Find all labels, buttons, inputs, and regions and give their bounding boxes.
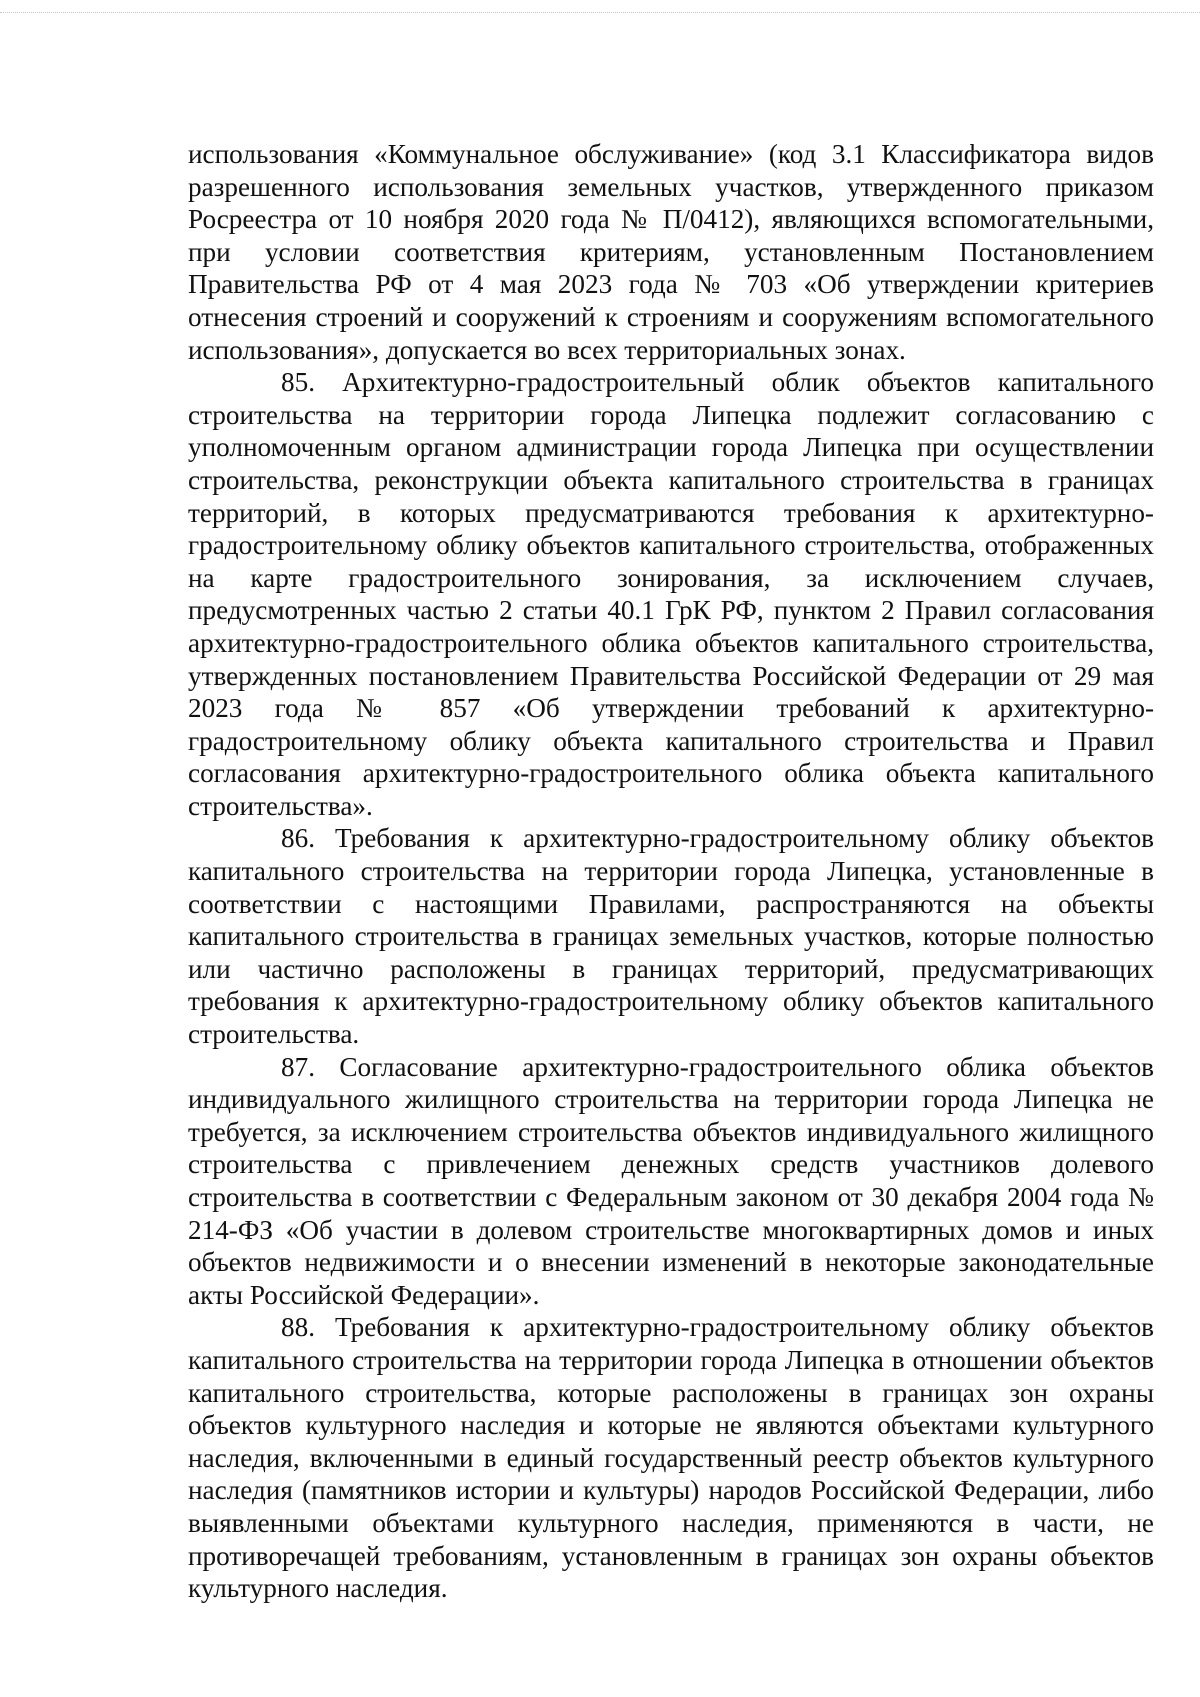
paragraph-86: 86. Требования к архитектурно-градостроительному облику объектов капитального строительства на территории города Липецка, установленные в соответствии с настоящими Правилами, распространяются на объекты капитального строительства в границах земельных участков, которые полностью или частично расположены в границах территорий, предусматривающих требования к архитектурно-градостроительному облику объектов капитального строительства. <box>188 823 1154 1050</box>
paragraph-85: 85. Архитектурно-градостроительный облик объектов капитального строительства на территории города Липецка подлежит согласованию с уполномоченным органом администрации города Липецка при осуществлении строительства, реконструкции объекта капитального строительства в границах территорий, в которых предусматриваются требования к архитектурно-градостроительному облику объектов капитального строительства, отображенных на карте градостроительного зонирования, за исключением случаев, предусмотренных частью 2 статьи 40.1 ГрК РФ, пунктом 2 Правил согласования архитектурно-градостроительного облика объектов капитального строительства, утвержденных постановлением Правительства Российской Федерации от 29 мая 2023 года № 857 «Об утверждении требований к архитектурно-градостроительному облику объекта капитального строительства и Правил согласования архитектурно-градостроительного облика объекта капитального строительства». <box>188 367 1154 821</box>
document-body <box>188 138 1154 1605</box>
paragraph-88: 88. Требования к архитектурно-градостроительному облику объектов капитального строительства на территории города Липецка в отношении объектов капитального строительства, которые расположены в границах зон охраны объектов культурного наследия и которые не являются объектами культурного наследия, включенными в единый государственный реестр объектов культурного наследия (памятников истории и культуры) народов Российской Федерации, либо выявленными объектами культурного наследия, применяются в части, не противоречащей требованиям, установленным в границах зон охраны объектов культурного наследия. <box>188 1312 1154 1604</box>
paragraph-87: 87. Согласование архитектурно-градостроительного облика объектов индивидуального жилищного строительства на территории города Липецка не требуется, за исключением строительства объектов индивидуального жилищного строительства с привлечением денежных средств участников долевого строительства в соответствии с Федеральным законом от 30 декабря 2004 года № 214-ФЗ «Об участии в долевом строительстве многоквартирных домов и иных объектов недвижимости и о внесении изменений в некоторые законодательные акты Российской Федерации». <box>188 1051 1154 1310</box>
scan-edge-line <box>0 12 1200 13</box>
paragraph-continuation: использования «Коммунальное обслуживание» (код 3.1 Классификатора видов разрешенного использования земельных участков, утвержденного приказом Росреестра от 10 ноября 2020 года № П/0412), являющихся вспомогательными, при условии соответствия критериям, установленным Постановлением Правительства РФ от 4 мая 2023 года № 703 «Об утверждении критериев отнесения строений и сооружений к строениям и сооружениям вспомогательного использования», допускается во всех территориальных зонах. <box>188 139 1154 365</box>
